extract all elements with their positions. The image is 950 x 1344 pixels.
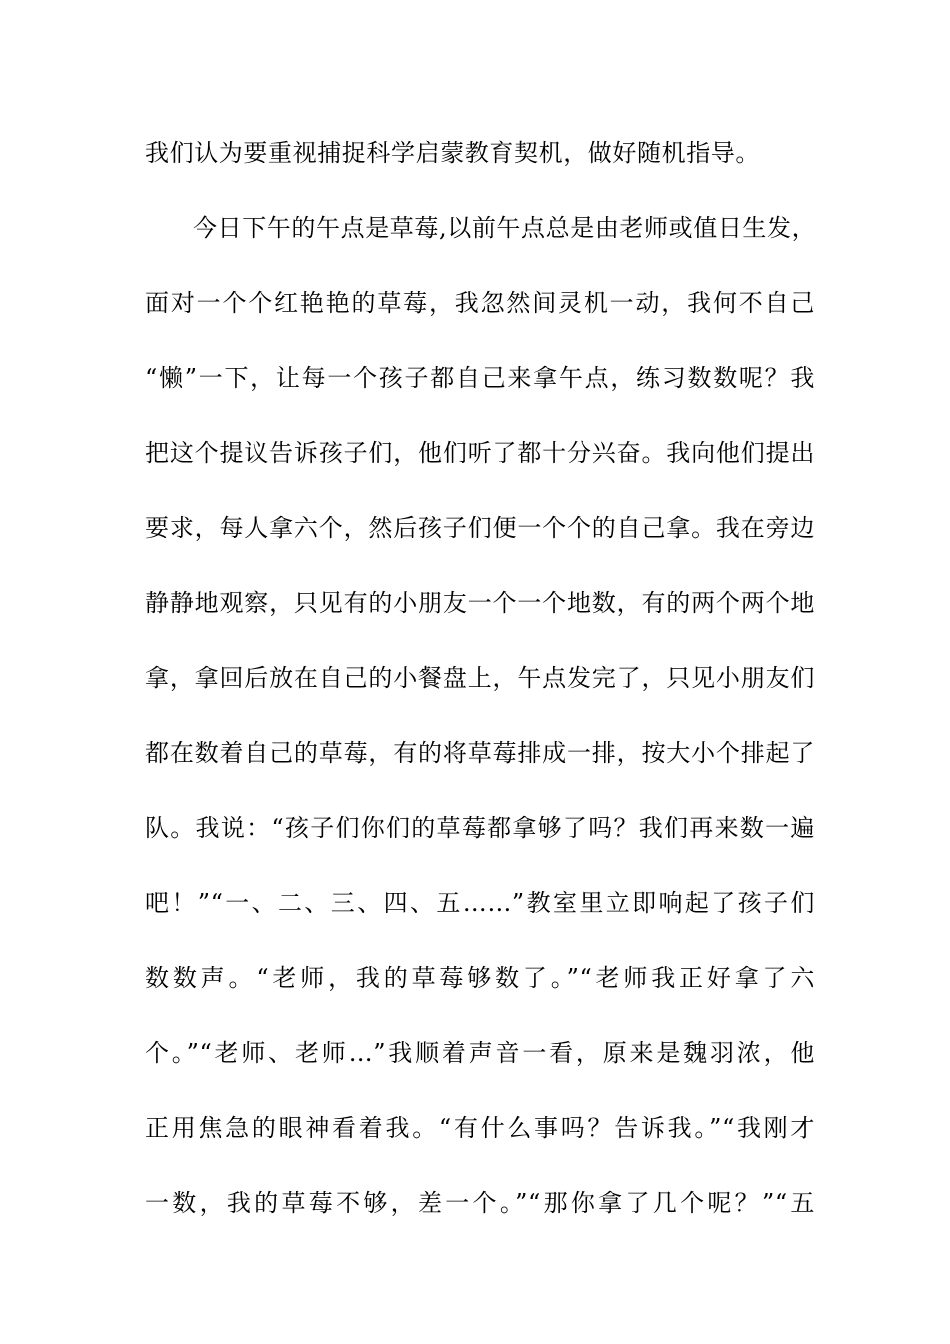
text-line-11: 吧！”“一、二、三、四、五……”教室里立即响起了孩子们 [145,889,815,917]
text-line-9: 都在数着自己的草莓，有的将草莓排成一排，按大小个排起了 [145,739,815,767]
text-line-15: 一数，我的草莓不够，差一个。”“那你拿了几个呢？”“五 [145,1189,815,1217]
text-line-2: 今日下午的午点是草莓,以前午点总是由老师或值日生发， [193,214,817,242]
text-line-12: 数数声。“老师，我的草莓够数了。”“老师我正好拿了六 [145,964,815,992]
text-line-3: 面对一个个红艳艳的草莓，我忽然间灵机一动，我何不自己 [145,289,815,317]
text-line-13: 个。”“老师、老师…”我顺着声音一看，原来是魏羽浓，他 [145,1039,815,1067]
text-line-10: 队。我说：“孩子们你们的草莓都拿够了吗？我们再来数一遍 [145,814,815,842]
text-line-14: 正用焦急的眼神看着我。“有什么事吗？告诉我。”“我刚才 [145,1114,815,1142]
text-line-8: 拿，拿回后放在自己的小餐盘上，午点发完了，只见小朋友们 [145,664,815,692]
text-line-1: 我们认为要重视捕捉科学启蒙教育契机，做好随机指导。 [145,139,760,167]
text-line-4: “懒”一下，让每一个孩子都自己来拿午点，练习数数呢？我 [145,364,815,392]
text-line-6: 要求，每人拿六个，然后孩子们便一个个的自己拿。我在旁边 [145,514,815,542]
text-line-5: 把这个提议告诉孩子们，他们听了都十分兴奋。我向他们提出 [145,439,815,467]
text-line-7: 静静地观察，只见有的小朋友一个一个地数，有的两个两个地 [145,589,815,617]
